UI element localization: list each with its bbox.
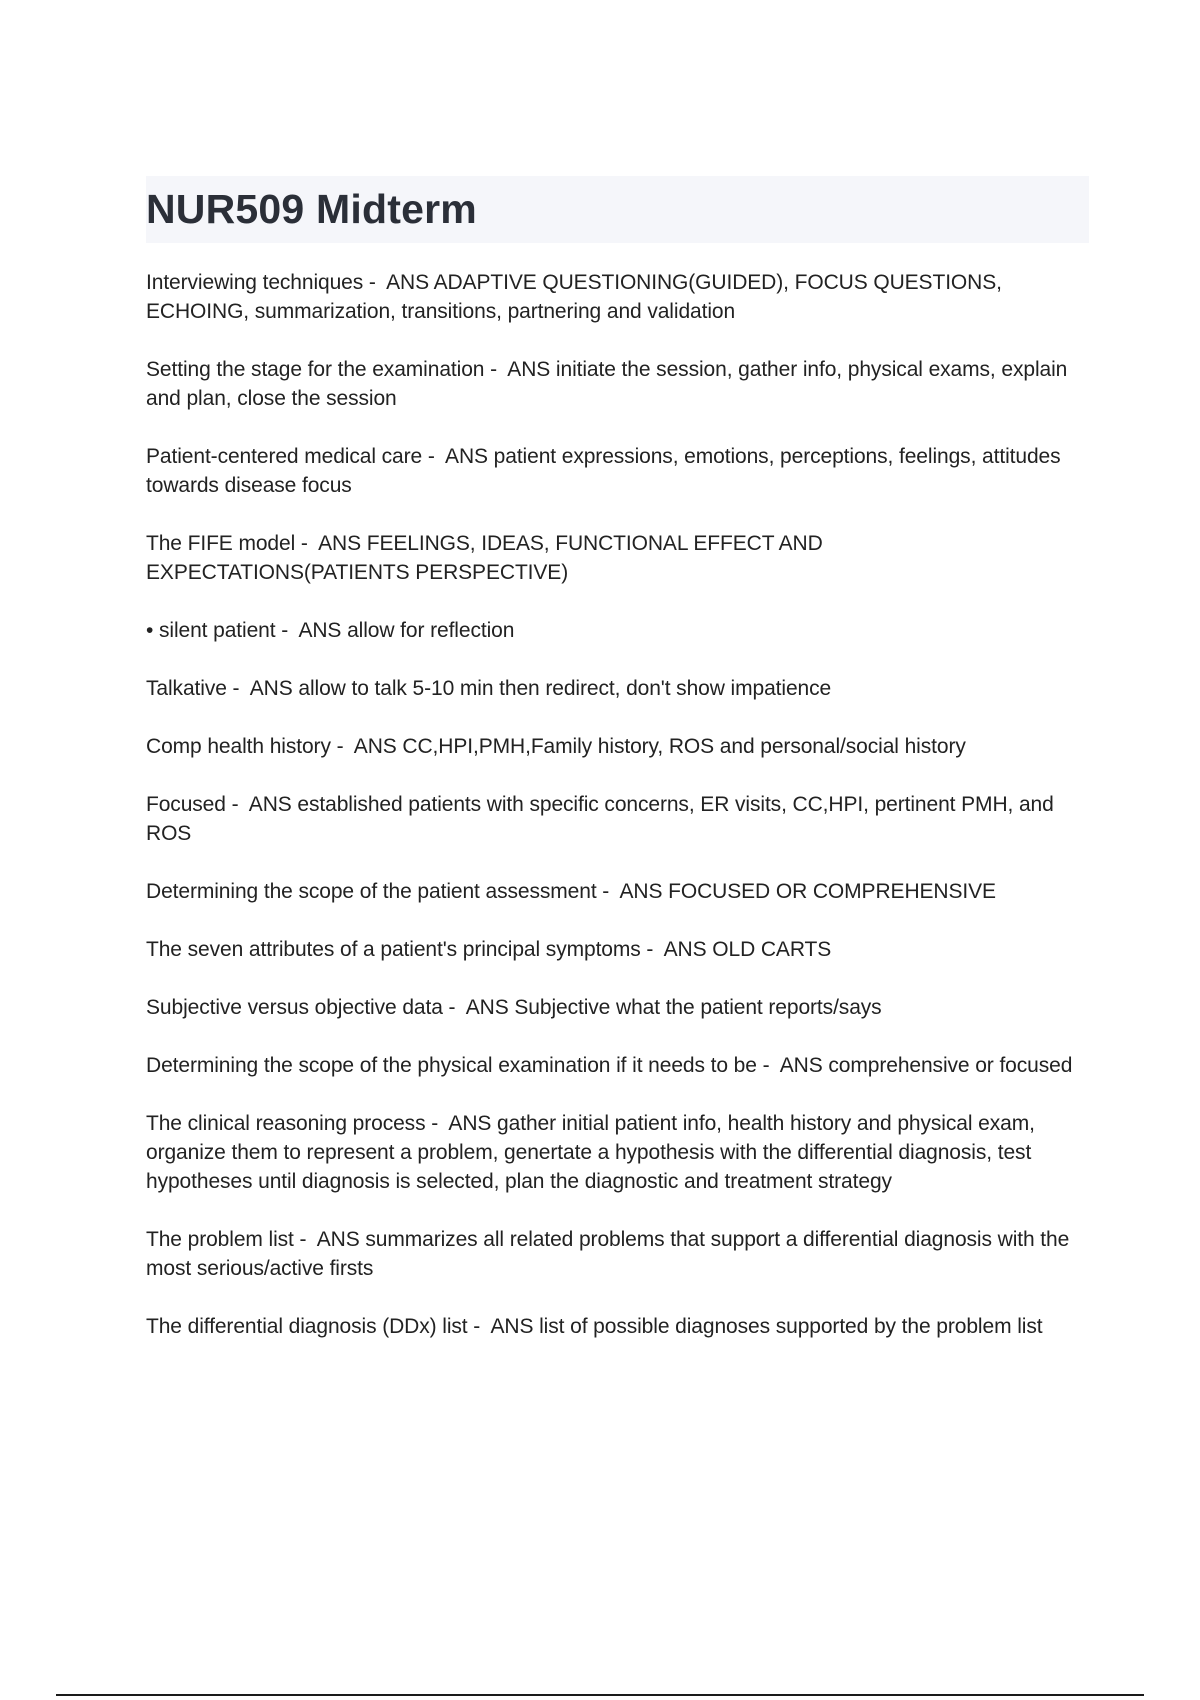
- qa-separator: - ANS: [596, 880, 669, 903]
- qa-answer: allow to talk 5-10 min then redirect, don't show impatience: [298, 677, 832, 700]
- qa-separator: - ANS: [225, 793, 298, 816]
- qa-term: Comp health history: [146, 735, 331, 758]
- qa-separator: - ANS: [442, 996, 515, 1019]
- qa-separator: - ANS: [484, 358, 556, 381]
- qa-answer: list of possible diagnoses supported by the problem list: [539, 1315, 1043, 1338]
- footer-divider: [56, 1694, 1144, 1696]
- qa-term: • silent patient: [146, 619, 276, 642]
- qa-answer: Subjective what the patient reports/says: [514, 996, 882, 1019]
- qa-item: [146, 616, 1086, 645]
- qa-answer: comprehensive or focused: [828, 1054, 1073, 1077]
- qa-term: Setting the stage for the examination: [146, 358, 485, 381]
- qa-answer: gather initial patient info, health history and physical exam, organize them to represent a problem, genertate a hypothesis with the differential diagnosis, test hypotheses until diagnosis is selected, plan the diagnostic and treatment strategy: [146, 1112, 1035, 1193]
- qa-term: The clinical reasoning process: [146, 1112, 426, 1135]
- qa-separator: - ANS: [363, 271, 434, 294]
- qa-answer: ADAPTIVE QUESTIONING(GUIDED), FOCUS QUESTIONS, ECHOING, summarization, transitions, partnering and validation: [146, 271, 1002, 323]
- qa-item: [146, 1225, 1086, 1283]
- qa-item: [146, 1312, 1086, 1341]
- qa-item: [146, 1109, 1086, 1196]
- qa-separator: - ANS: [640, 938, 713, 961]
- qa-item: [146, 674, 1086, 703]
- document-title: NUR509 Midterm: [146, 186, 477, 232]
- qa-answer: established patients with specific concerns, ER visits, CC,HPI, pertinent PMH, and ROS: [146, 793, 1054, 845]
- qa-separator: - ANS: [467, 1315, 540, 1338]
- qa-item: [146, 790, 1086, 848]
- qa-item: [146, 442, 1086, 500]
- qa-term: Talkative: [146, 677, 227, 700]
- qa-separator: - ANS: [226, 677, 299, 700]
- qa-answer: CC,HPI,PMH,Family history, ROS and personal/social history: [402, 735, 966, 758]
- qa-separator: - ANS: [295, 532, 367, 555]
- title-banner: [146, 176, 1089, 243]
- qa-separator: - ANS: [756, 1054, 829, 1077]
- qa-term: Determining the scope of the physical examination if it needs to be: [146, 1054, 757, 1077]
- qa-answer: summarizes all related problems that support a differential diagnosis with the most serious/active firsts: [146, 1228, 1070, 1280]
- qa-item: [146, 732, 1086, 761]
- qa-item: [146, 529, 1086, 587]
- qa-term: Determining the scope of the patient assessment: [146, 880, 597, 903]
- qa-answer: allow for reflection: [347, 619, 515, 642]
- qa-term: Patient-centered medical care: [146, 445, 423, 468]
- qa-term: The FIFE model: [146, 532, 296, 555]
- qa-term: The seven attributes of a patient's principal symptoms: [146, 938, 641, 961]
- qa-answer: FOCUSED OR COMPREHENSIVE: [668, 880, 996, 903]
- qa-term: The problem list: [146, 1228, 294, 1251]
- qa-item: [146, 993, 1086, 1022]
- qa-term: Focused: [146, 793, 226, 816]
- qa-separator: - ANS: [425, 1112, 498, 1135]
- qa-answer: OLD CARTS: [712, 938, 832, 961]
- qa-term: Interviewing techniques: [146, 271, 364, 294]
- qa-separator: - ANS: [330, 735, 403, 758]
- qa-term: The differential diagnosis (DDx) list: [146, 1315, 468, 1338]
- qa-item: [146, 268, 1086, 326]
- qa-separator: - ANS: [293, 1228, 366, 1251]
- qa-answer: FEELINGS, IDEAS, FUNCTIONAL EFFECT AND EXPECTATIONS(PATIENTS PERSPECTIVE): [146, 532, 823, 584]
- qa-item: [146, 1051, 1086, 1080]
- qa-answer: patient expressions, emotions, perceptions, feelings, attitudes towards disease focus: [146, 445, 1061, 497]
- qa-item: [146, 355, 1086, 413]
- qa-separator: - ANS: [275, 619, 348, 642]
- qa-answer: initiate the session, gather info, physical exams, explain and plan, close the session: [146, 358, 1068, 410]
- qa-term: Subjective versus objective data: [146, 996, 443, 1019]
- qa-item: [146, 935, 1086, 964]
- qa-separator: - ANS: [422, 445, 494, 468]
- qa-item: [146, 877, 1086, 906]
- qa-list: [146, 268, 1086, 1370]
